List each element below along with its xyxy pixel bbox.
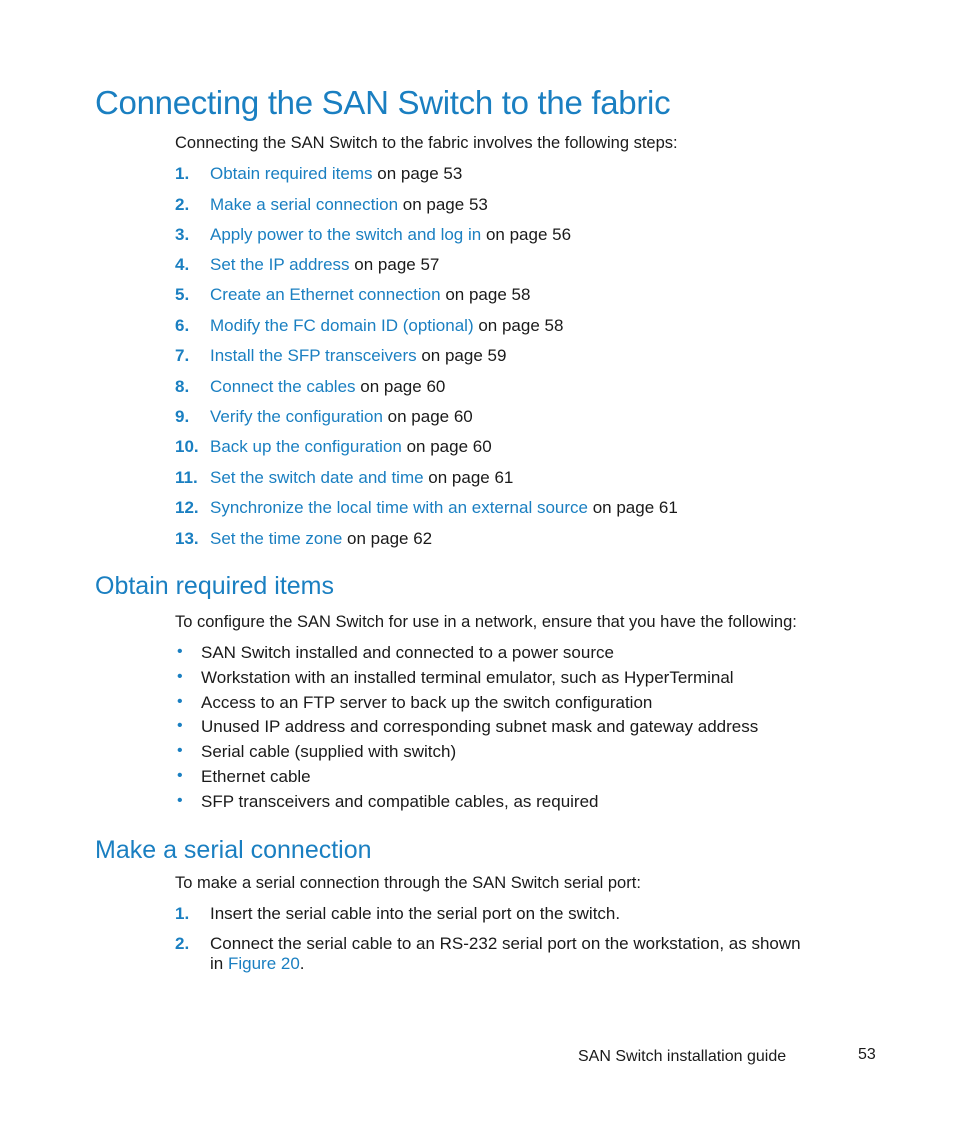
step-page-ref: on page 62 bbox=[342, 529, 433, 548]
step-link[interactable]: Verify the configuration bbox=[210, 407, 383, 426]
bullet-icon: • bbox=[177, 668, 183, 685]
step-number: 3. bbox=[175, 225, 190, 244]
step-page-ref: on page 58 bbox=[473, 316, 564, 335]
footer-title: SAN Switch installation guide bbox=[578, 1048, 787, 1065]
step-link[interactable]: Synchronize the local time with an external source bbox=[210, 498, 588, 517]
step-number: 1. bbox=[175, 164, 190, 183]
step-number: 2. bbox=[175, 934, 190, 953]
step-number: 8. bbox=[175, 377, 190, 396]
step-link[interactable]: Apply power to the switch and log in bbox=[210, 225, 482, 244]
bullet-icon: • bbox=[177, 792, 183, 809]
section-heading: Obtain required items bbox=[95, 572, 335, 600]
step-text: in bbox=[210, 954, 228, 973]
step-number: 11. bbox=[175, 468, 198, 487]
step-link[interactable]: Set the IP address bbox=[210, 255, 350, 274]
step-page-ref: on page 61 bbox=[423, 468, 514, 487]
step-page-ref: on page 58 bbox=[440, 285, 531, 304]
step-number: 13. bbox=[175, 529, 199, 548]
section-intro: To configure the SAN Switch for use in a network, ensure that you have the following: bbox=[175, 613, 797, 631]
step-page-ref: on page 53 bbox=[398, 195, 488, 214]
step-page-ref: on page 56 bbox=[481, 225, 572, 244]
step-number: 4. bbox=[175, 255, 190, 274]
step-number: 2. bbox=[175, 195, 190, 214]
step-number: 12. bbox=[175, 498, 199, 517]
step-link[interactable]: Install the SFP transceivers bbox=[210, 346, 417, 365]
step-number: 9. bbox=[175, 407, 190, 426]
step-number: 1. bbox=[175, 904, 190, 923]
step-page-ref: on page 53 bbox=[372, 164, 463, 183]
step-page-ref: on page 60 bbox=[355, 377, 446, 396]
step-text: Connect the serial cable to an RS-232 serial port on the workstation, as shown bbox=[210, 934, 801, 953]
bullet-icon: • bbox=[177, 643, 183, 660]
bullet-icon: • bbox=[177, 693, 183, 710]
section-intro: To make a serial connection through the SAN Switch serial port: bbox=[175, 874, 641, 892]
step-link[interactable]: Connect the cables bbox=[210, 377, 356, 396]
step-page-ref: on page 60 bbox=[401, 437, 492, 456]
step-page-ref: on page 59 bbox=[416, 346, 507, 365]
bullet-icon: • bbox=[177, 767, 183, 784]
step-number: 10. bbox=[175, 437, 199, 456]
step-link[interactable]: Back up the configuration bbox=[210, 437, 402, 456]
step-text: . bbox=[299, 954, 305, 973]
step-page-ref: on page 57 bbox=[349, 255, 440, 274]
step-number: 5. bbox=[175, 285, 190, 304]
step-page-ref: on page 61 bbox=[587, 498, 678, 517]
step-link[interactable]: Create an Ethernet connection bbox=[210, 285, 441, 304]
step-link[interactable]: Make a serial connection bbox=[210, 195, 399, 214]
page-title: Connecting the SAN Switch to the fabric bbox=[95, 84, 671, 121]
step-link[interactable]: Modify the FC domain ID (optional) bbox=[210, 316, 474, 335]
step-link[interactable]: Set the time zone bbox=[210, 529, 343, 548]
step-link[interactable]: Obtain required items bbox=[210, 164, 373, 183]
figure-link[interactable]: Figure 20 bbox=[227, 954, 300, 973]
step-link[interactable]: Set the switch date and time bbox=[210, 468, 424, 487]
step-page-ref: on page 60 bbox=[382, 407, 473, 426]
bullet-icon: • bbox=[177, 742, 183, 759]
step-number: 6. bbox=[175, 316, 190, 335]
step-number: 7. bbox=[175, 346, 190, 365]
section-heading: Make a serial connection bbox=[95, 836, 372, 864]
step-text: Insert the serial cable into the serial port on the switch. bbox=[210, 904, 621, 923]
section-intro: Connecting the SAN Switch to the fabric involves the following steps: bbox=[175, 134, 678, 152]
bullet-icon: • bbox=[177, 717, 183, 734]
page-number: 53 bbox=[858, 1046, 876, 1063]
